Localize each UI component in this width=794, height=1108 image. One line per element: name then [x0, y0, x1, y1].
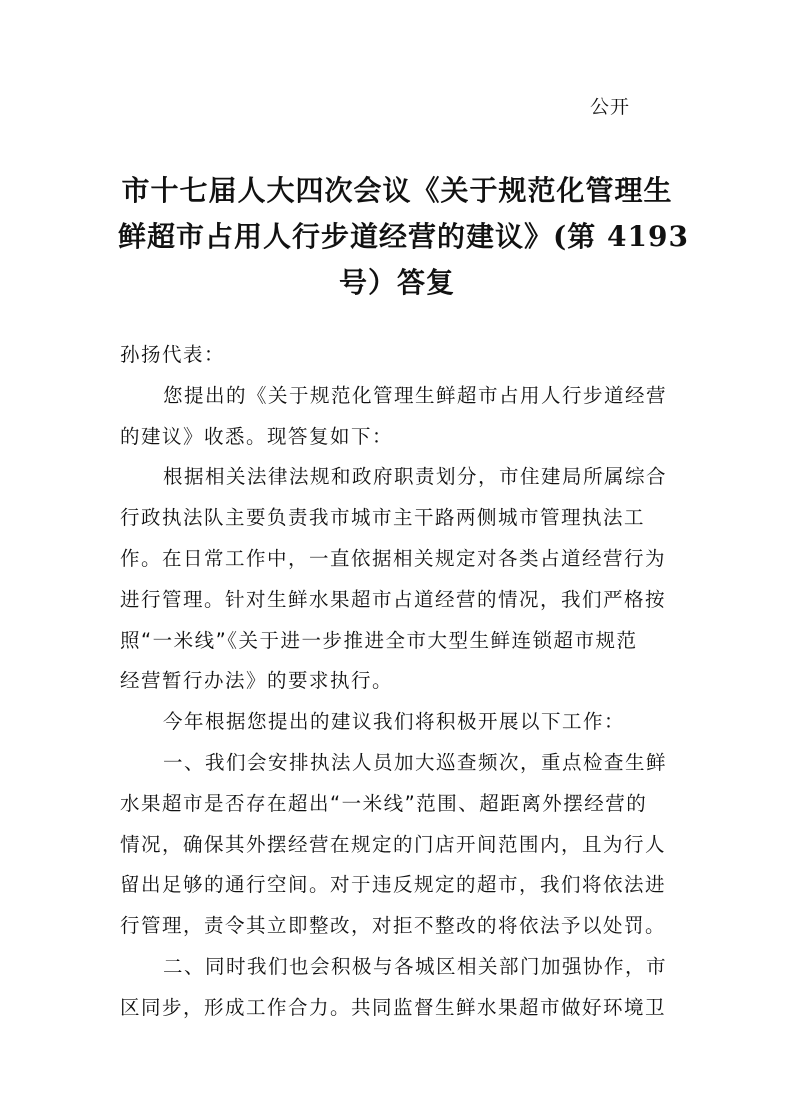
body-line: 经营暂行办法》的要求执行。 [120, 669, 394, 693]
body-line: 根据相关法律法规和政府职责划分，市住建局所属综合 [163, 465, 668, 489]
document-body [120, 335, 676, 1029]
body-line: 一、我们会安排执法人员加大巡查频次，重点检查生鲜 [163, 750, 668, 774]
body-line: 二、同时我们也会积极与各城区相关部门加强协作，市 [163, 954, 668, 978]
body-line: 的建议》收悉。现答复如下： [120, 424, 394, 448]
salutation: 孙扬代表： [120, 343, 226, 366]
body-line: 照“一米线”《关于进一步推进全市大型生鲜连锁超市规范 [120, 628, 638, 652]
body-line: 您提出的《关于规范化管理生鲜超市占用人行步道经营 [163, 383, 668, 407]
body-line: 今年根据您提出的建议我们将积极开展以下工作： [163, 710, 626, 734]
body-line: 情况，确保其外摆经营在规定的门店开间范围内，且为行人 [120, 832, 667, 856]
disclosure-label: 公开 [590, 96, 631, 118]
body-line: 区同步，形成工作合力。共同监督生鲜水果超市做好环境卫 [120, 995, 667, 1019]
title-line: 鲜超市占用人行步道经营的建议》(第 4193 [118, 220, 689, 253]
body-line: 留出足够的通行空间。对于违反规定的超市，我们将依法进 [120, 873, 667, 897]
document-title [118, 168, 689, 306]
body-line: 作。在日常工作中，一直依据相关规定对各类占道经营行为 [120, 546, 667, 570]
body-line: 行政执法队主要负责我市城市主干路两侧城市管理执法工 [120, 506, 646, 530]
title-line: 号）答复 [338, 266, 455, 299]
body-line: 行管理，责令其立即整改，对拒不整改的将依法予以处罚。 [120, 914, 667, 938]
body-line: 水果超市是否存在超出“一米线”范围、超距离外摆经营的 [120, 791, 648, 815]
title-line: 市十七届人大四次会议《关于规范化管理生 [121, 174, 673, 207]
body-line: 进行管理。针对生鲜水果超市占道经营的情况，我们严格按 [120, 587, 667, 611]
